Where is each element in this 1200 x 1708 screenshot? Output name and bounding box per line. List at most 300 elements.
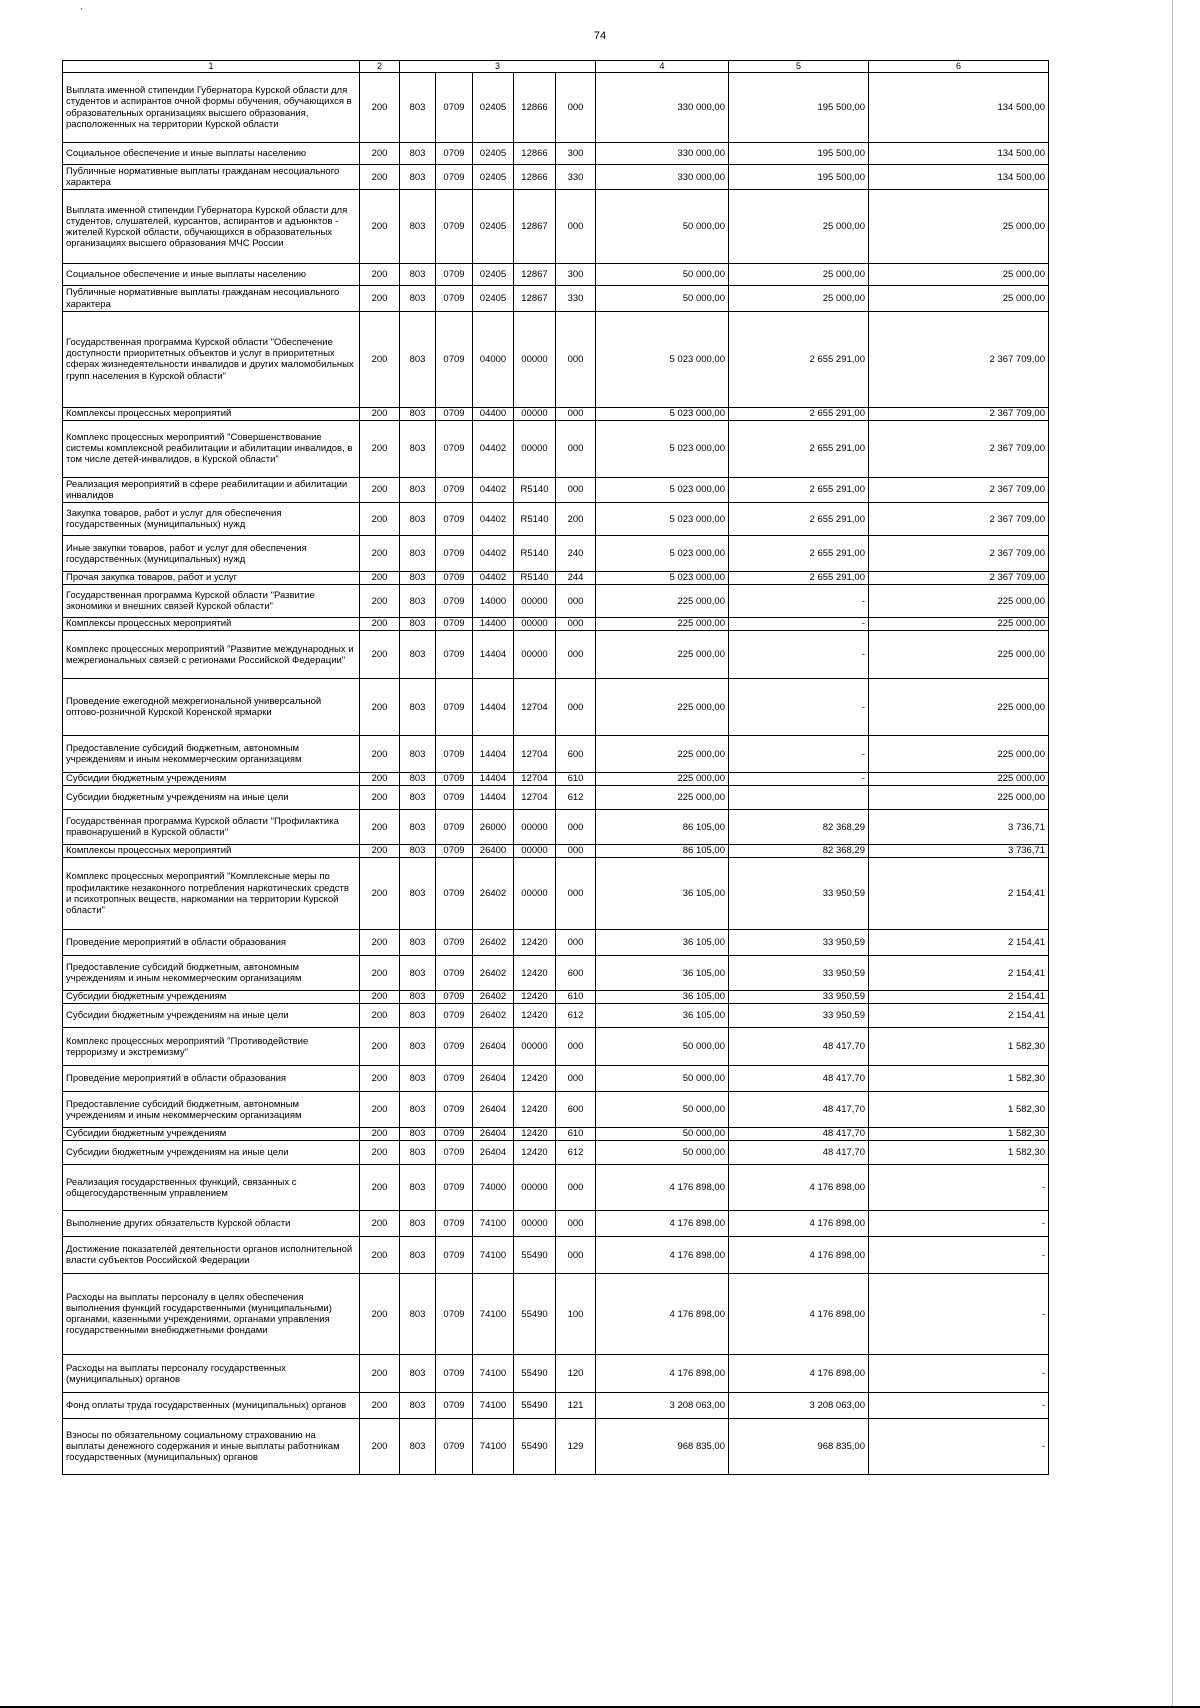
table-row bbox=[63, 477, 1049, 502]
ministry-code: 803 bbox=[400, 503, 436, 536]
expense-type-code: 000 bbox=[556, 311, 596, 407]
program-code: 02405 bbox=[473, 264, 514, 286]
direction-code: 00000 bbox=[514, 618, 556, 631]
expense-type-code: 000 bbox=[556, 1165, 596, 1211]
expense-type-code: 000 bbox=[556, 420, 596, 477]
expense-type-code: 000 bbox=[556, 1211, 596, 1237]
program-code: 04000 bbox=[473, 311, 514, 407]
program-code: 14404 bbox=[473, 786, 514, 810]
remaining-amount: 134 500,00 bbox=[869, 165, 1049, 190]
program-code: 26402 bbox=[473, 930, 514, 956]
planned-amount: 50 000,00 bbox=[596, 286, 729, 311]
row-description: Иные закупки товаров, работ и услуг для обеспечения государственных (муниципальных) нужд bbox=[63, 536, 360, 572]
planned-amount: 50 000,00 bbox=[596, 264, 729, 286]
section-code: 0709 bbox=[436, 1211, 473, 1237]
ministry-code: 803 bbox=[400, 1092, 436, 1128]
ministry-code: 803 bbox=[400, 1393, 436, 1419]
expense-type-code: 330 bbox=[556, 165, 596, 190]
direction-code: 00000 bbox=[514, 631, 556, 679]
planned-amount: 4 176 898,00 bbox=[596, 1211, 729, 1237]
planned-amount: 50 000,00 bbox=[596, 1128, 729, 1141]
header-col-4: 4 bbox=[596, 61, 729, 73]
expense-type-code: 000 bbox=[556, 585, 596, 618]
section-code: 0709 bbox=[436, 165, 473, 190]
direction-code: 00000 bbox=[514, 311, 556, 407]
direction-code: 12866 bbox=[514, 143, 556, 165]
ministry-code: 803 bbox=[400, 1419, 436, 1475]
row-description: Расходы на выплаты персоналу в целях обеспечения выполнения функций государственными (муниципальными) органами, казенными учреждениями, органами управления государственными внебюджетными фондами bbox=[63, 1274, 360, 1355]
table-row bbox=[63, 930, 1049, 956]
row-description: Проведение мероприятий в области образования bbox=[63, 930, 360, 956]
row-description: Государственная программа Курской области "Обеспечение доступности приоритетных объектов и услуг в приоритетных сферах жизнедеятельности инвалидов и других маломобильных групп населения в Курской области" bbox=[63, 311, 360, 407]
expense-type-code: 612 bbox=[556, 786, 596, 810]
planned-amount: 4 176 898,00 bbox=[596, 1165, 729, 1211]
executed-amount: 2 655 291,00 bbox=[729, 311, 869, 407]
remaining-amount: 1 582,30 bbox=[869, 1066, 1049, 1092]
remaining-amount: 2 367 709,00 bbox=[869, 311, 1049, 407]
ministry-code: 803 bbox=[400, 845, 436, 858]
remaining-amount: 225 000,00 bbox=[869, 585, 1049, 618]
ministry-code: 803 bbox=[400, 1237, 436, 1274]
admin-code: 200 bbox=[360, 736, 400, 773]
row-description: Комплекс процессных мероприятий "Противодействие терроризму и экстремизму" bbox=[63, 1028, 360, 1066]
section-code: 0709 bbox=[436, 73, 473, 143]
planned-amount: 225 000,00 bbox=[596, 773, 729, 786]
section-code: 0709 bbox=[436, 1165, 473, 1211]
planned-amount: 4 176 898,00 bbox=[596, 1274, 729, 1355]
remaining-amount: - bbox=[869, 1393, 1049, 1419]
table-row bbox=[63, 536, 1049, 572]
executed-amount: 2 655 291,00 bbox=[729, 407, 869, 420]
admin-code: 200 bbox=[360, 845, 400, 858]
direction-code: 12420 bbox=[514, 930, 556, 956]
section-code: 0709 bbox=[436, 991, 473, 1004]
program-code: 02405 bbox=[473, 165, 514, 190]
direction-code: 00000 bbox=[514, 1165, 556, 1211]
section-code: 0709 bbox=[436, 1128, 473, 1141]
program-code: 74100 bbox=[473, 1211, 514, 1237]
admin-code: 200 bbox=[360, 1355, 400, 1393]
planned-amount: 225 000,00 bbox=[596, 786, 729, 810]
expense-type-code: 000 bbox=[556, 407, 596, 420]
row-description: Государственная программа Курской области "Профилактика правонарушений в Курской области" bbox=[63, 810, 360, 845]
remaining-amount: 1 582,30 bbox=[869, 1092, 1049, 1128]
admin-code: 200 bbox=[360, 930, 400, 956]
ministry-code: 803 bbox=[400, 264, 436, 286]
planned-amount: 50 000,00 bbox=[596, 1141, 729, 1165]
header-col-5: 5 bbox=[729, 61, 869, 73]
direction-code: 12866 bbox=[514, 165, 556, 190]
table-row bbox=[63, 1092, 1049, 1128]
program-code: 14404 bbox=[473, 679, 514, 736]
program-code: 04402 bbox=[473, 503, 514, 536]
planned-amount: 330 000,00 bbox=[596, 73, 729, 143]
program-code: 04402 bbox=[473, 420, 514, 477]
remaining-amount: 225 000,00 bbox=[869, 773, 1049, 786]
ministry-code: 803 bbox=[400, 1004, 436, 1028]
ministry-code: 803 bbox=[400, 1128, 436, 1141]
ministry-code: 803 bbox=[400, 1211, 436, 1237]
table-row bbox=[63, 1066, 1049, 1092]
program-code: 26402 bbox=[473, 1004, 514, 1028]
executed-amount: 4 176 898,00 bbox=[729, 1211, 869, 1237]
planned-amount: 3 208 063,00 bbox=[596, 1393, 729, 1419]
program-code: 26404 bbox=[473, 1128, 514, 1141]
direction-code: R5140 bbox=[514, 477, 556, 502]
executed-amount: 2 655 291,00 bbox=[729, 572, 869, 585]
remaining-amount: - bbox=[869, 1211, 1049, 1237]
ministry-code: 803 bbox=[400, 1165, 436, 1211]
program-code: 26402 bbox=[473, 858, 514, 930]
executed-amount: 4 176 898,00 bbox=[729, 1274, 869, 1355]
section-code: 0709 bbox=[436, 1141, 473, 1165]
program-code: 26000 bbox=[473, 810, 514, 845]
remaining-amount: 225 000,00 bbox=[869, 618, 1049, 631]
section-code: 0709 bbox=[436, 1092, 473, 1128]
section-code: 0709 bbox=[436, 1355, 473, 1393]
expense-type-code: 000 bbox=[556, 618, 596, 631]
row-description: Государственная программа Курской области "Развитие экономики и внешних связей Курской области" bbox=[63, 585, 360, 618]
direction-code: R5140 bbox=[514, 536, 556, 572]
program-code: 26404 bbox=[473, 1141, 514, 1165]
table-row bbox=[63, 407, 1049, 420]
admin-code: 200 bbox=[360, 1419, 400, 1475]
executed-amount: 25 000,00 bbox=[729, 264, 869, 286]
section-code: 0709 bbox=[436, 786, 473, 810]
executed-amount: - bbox=[729, 679, 869, 736]
table-row bbox=[63, 631, 1049, 679]
program-code: 14404 bbox=[473, 631, 514, 679]
table-row bbox=[63, 572, 1049, 585]
row-description: Проведение ежегодной межрегиональной универсальной оптово-розничной Курской Коренской ярмарки bbox=[63, 679, 360, 736]
program-code: 04402 bbox=[473, 536, 514, 572]
admin-code: 200 bbox=[360, 679, 400, 736]
row-description: Предоставление субсидий бюджетным, автономным учреждениям и иным некоммерческим организациям bbox=[63, 956, 360, 991]
admin-code: 200 bbox=[360, 1274, 400, 1355]
planned-amount: 225 000,00 bbox=[596, 631, 729, 679]
section-code: 0709 bbox=[436, 679, 473, 736]
planned-amount: 5 023 000,00 bbox=[596, 477, 729, 502]
row-description: Комплексы процессных мероприятий bbox=[63, 845, 360, 858]
direction-code: 55490 bbox=[514, 1355, 556, 1393]
executed-amount: 2 655 291,00 bbox=[729, 536, 869, 572]
direction-code: 12420 bbox=[514, 1066, 556, 1092]
table-body bbox=[63, 61, 1049, 1475]
program-code: 02405 bbox=[473, 286, 514, 311]
table-row bbox=[63, 1211, 1049, 1237]
remaining-amount: 25 000,00 bbox=[869, 264, 1049, 286]
row-description: Субсидии бюджетным учреждениям bbox=[63, 1128, 360, 1141]
remaining-amount: 134 500,00 bbox=[869, 143, 1049, 165]
program-code: 14400 bbox=[473, 618, 514, 631]
row-description: Выполнение других обязательств Курской области bbox=[63, 1211, 360, 1237]
admin-code: 200 bbox=[360, 631, 400, 679]
table-row bbox=[63, 420, 1049, 477]
program-code: 04400 bbox=[473, 407, 514, 420]
row-description: Субсидии бюджетным учреждениям на иные цели bbox=[63, 1141, 360, 1165]
section-code: 0709 bbox=[436, 585, 473, 618]
row-description: Предоставление субсидий бюджетным, автономным учреждениям и иным некоммерческим организациям bbox=[63, 1092, 360, 1128]
admin-code: 200 bbox=[360, 618, 400, 631]
header-col-6: 6 bbox=[869, 61, 1049, 73]
section-code: 0709 bbox=[436, 536, 473, 572]
direction-code: 12420 bbox=[514, 956, 556, 991]
section-code: 0709 bbox=[436, 773, 473, 786]
program-code: 26400 bbox=[473, 845, 514, 858]
section-code: 0709 bbox=[436, 845, 473, 858]
row-description: Выплата именной стипендии Губернатора Курской области для студентов и аспирантов очной формы обучения, обучающихся в образовательных организациях высшего образования, расположенных на территории Курской области bbox=[63, 73, 360, 143]
section-code: 0709 bbox=[436, 477, 473, 502]
remaining-amount: 2 154,41 bbox=[869, 930, 1049, 956]
ministry-code: 803 bbox=[400, 1274, 436, 1355]
expense-type-code: 330 bbox=[556, 286, 596, 311]
admin-code: 200 bbox=[360, 1004, 400, 1028]
expense-type-code: 610 bbox=[556, 1128, 596, 1141]
remaining-amount: 1 582,30 bbox=[869, 1028, 1049, 1066]
ministry-code: 803 bbox=[400, 1141, 436, 1165]
executed-amount: 48 417,70 bbox=[729, 1128, 869, 1141]
table-row bbox=[63, 991, 1049, 1004]
executed-amount: 33 950,59 bbox=[729, 991, 869, 1004]
expense-type-code: 100 bbox=[556, 1274, 596, 1355]
remaining-amount: 2 154,41 bbox=[869, 1004, 1049, 1028]
remaining-amount: 2 367 709,00 bbox=[869, 477, 1049, 502]
planned-amount: 5 023 000,00 bbox=[596, 420, 729, 477]
budget-table-container bbox=[62, 60, 1048, 1475]
direction-code: 12867 bbox=[514, 286, 556, 311]
row-description: Публичные нормативные выплаты гражданам несоциального характера bbox=[63, 165, 360, 190]
table-row bbox=[63, 165, 1049, 190]
row-description: Комплекс процессных мероприятий "Совершенствование системы комплексной реабилитации и абилитации инвалидов, в том числе детей-инвалидов, в Курской области" bbox=[63, 420, 360, 477]
header-col-3: 3 bbox=[400, 61, 596, 73]
direction-code: 00000 bbox=[514, 585, 556, 618]
expense-type-code: 244 bbox=[556, 572, 596, 585]
table-row bbox=[63, 1274, 1049, 1355]
executed-amount: 195 500,00 bbox=[729, 73, 869, 143]
table-row bbox=[63, 736, 1049, 773]
executed-amount: 968 835,00 bbox=[729, 1419, 869, 1475]
scan-mark: ˙ bbox=[80, 6, 84, 20]
direction-code: 55490 bbox=[514, 1274, 556, 1355]
row-description: Фонд оплаты труда государственных (муниципальных) органов bbox=[63, 1393, 360, 1419]
expense-type-code: 200 bbox=[556, 503, 596, 536]
section-code: 0709 bbox=[436, 264, 473, 286]
executed-amount: 82 368,29 bbox=[729, 845, 869, 858]
table-row bbox=[63, 1355, 1049, 1393]
executed-amount: 33 950,59 bbox=[729, 1004, 869, 1028]
expense-type-code: 000 bbox=[556, 477, 596, 502]
row-description: Комплекс процессных мероприятий "Развитие международных и межрегиональных связей с регионами Российской Федерации" bbox=[63, 631, 360, 679]
direction-code: 12420 bbox=[514, 1004, 556, 1028]
admin-code: 200 bbox=[360, 1128, 400, 1141]
remaining-amount: 2 154,41 bbox=[869, 858, 1049, 930]
table-row bbox=[63, 1393, 1049, 1419]
expense-type-code: 000 bbox=[556, 810, 596, 845]
planned-amount: 36 105,00 bbox=[596, 930, 729, 956]
row-description: Субсидии бюджетным учреждениям bbox=[63, 991, 360, 1004]
ministry-code: 803 bbox=[400, 585, 436, 618]
section-code: 0709 bbox=[436, 810, 473, 845]
row-description: Субсидии бюджетным учреждениям на иные цели bbox=[63, 786, 360, 810]
program-code: 26402 bbox=[473, 991, 514, 1004]
direction-code: R5140 bbox=[514, 503, 556, 536]
executed-amount bbox=[729, 786, 869, 810]
executed-amount: 2 655 291,00 bbox=[729, 503, 869, 536]
planned-amount: 50 000,00 bbox=[596, 190, 729, 264]
section-code: 0709 bbox=[436, 956, 473, 991]
table-row bbox=[63, 810, 1049, 845]
executed-amount: 2 655 291,00 bbox=[729, 477, 869, 502]
section-code: 0709 bbox=[436, 1004, 473, 1028]
expense-type-code: 000 bbox=[556, 1066, 596, 1092]
ministry-code: 803 bbox=[400, 810, 436, 845]
section-code: 0709 bbox=[436, 858, 473, 930]
admin-code: 200 bbox=[360, 143, 400, 165]
row-description: Социальное обеспечение и иные выплаты населению bbox=[63, 143, 360, 165]
ministry-code: 803 bbox=[400, 679, 436, 736]
table-row bbox=[63, 1128, 1049, 1141]
section-code: 0709 bbox=[436, 311, 473, 407]
admin-code: 200 bbox=[360, 73, 400, 143]
planned-amount: 5 023 000,00 bbox=[596, 572, 729, 585]
program-code: 04402 bbox=[473, 572, 514, 585]
executed-amount: 25 000,00 bbox=[729, 190, 869, 264]
executed-amount: 3 208 063,00 bbox=[729, 1393, 869, 1419]
table-row bbox=[63, 311, 1049, 407]
section-code: 0709 bbox=[436, 1028, 473, 1066]
planned-amount: 5 023 000,00 bbox=[596, 311, 729, 407]
table-row bbox=[63, 845, 1049, 858]
remaining-amount: 25 000,00 bbox=[869, 286, 1049, 311]
executed-amount: 4 176 898,00 bbox=[729, 1237, 869, 1274]
remaining-amount: 2 154,41 bbox=[869, 991, 1049, 1004]
remaining-amount: 2 154,41 bbox=[869, 956, 1049, 991]
expense-type-code: 000 bbox=[556, 679, 596, 736]
expense-type-code: 000 bbox=[556, 1237, 596, 1274]
row-description: Проведение мероприятий в области образования bbox=[63, 1066, 360, 1092]
table-row bbox=[63, 773, 1049, 786]
admin-code: 200 bbox=[360, 585, 400, 618]
ministry-code: 803 bbox=[400, 786, 436, 810]
expense-type-code: 300 bbox=[556, 264, 596, 286]
row-description: Взносы по обязательному социальному страхованию на выплаты денежного содержания и иные выплаты работникам государственных (муниципальных) органов bbox=[63, 1419, 360, 1475]
ministry-code: 803 bbox=[400, 631, 436, 679]
program-code: 02405 bbox=[473, 73, 514, 143]
row-description: Субсидии бюджетным учреждениям bbox=[63, 773, 360, 786]
executed-amount: - bbox=[729, 618, 869, 631]
planned-amount: 5 023 000,00 bbox=[596, 407, 729, 420]
admin-code: 200 bbox=[360, 311, 400, 407]
program-code: 26402 bbox=[473, 956, 514, 991]
table-row bbox=[63, 858, 1049, 930]
executed-amount: - bbox=[729, 736, 869, 773]
page-number: 74 bbox=[593, 30, 607, 42]
table-row bbox=[63, 1419, 1049, 1475]
planned-amount: 4 176 898,00 bbox=[596, 1237, 729, 1274]
planned-amount: 225 000,00 bbox=[596, 679, 729, 736]
header-col-2: 2 bbox=[360, 61, 400, 73]
admin-code: 200 bbox=[360, 572, 400, 585]
table-row bbox=[63, 190, 1049, 264]
direction-code: 00000 bbox=[514, 858, 556, 930]
program-code: 02405 bbox=[473, 190, 514, 264]
section-code: 0709 bbox=[436, 1274, 473, 1355]
remaining-amount: - bbox=[869, 1237, 1049, 1274]
remaining-amount: 2 367 709,00 bbox=[869, 420, 1049, 477]
program-code: 74000 bbox=[473, 1165, 514, 1211]
expense-type-code: 240 bbox=[556, 536, 596, 572]
executed-amount: 48 417,70 bbox=[729, 1141, 869, 1165]
budget-table bbox=[62, 60, 1049, 1475]
admin-code: 200 bbox=[360, 810, 400, 845]
direction-code: 00000 bbox=[514, 1211, 556, 1237]
ministry-code: 803 bbox=[400, 618, 436, 631]
admin-code: 200 bbox=[360, 773, 400, 786]
direction-code: 12704 bbox=[514, 773, 556, 786]
expense-type-code: 000 bbox=[556, 190, 596, 264]
expense-type-code: 612 bbox=[556, 1141, 596, 1165]
direction-code: 12420 bbox=[514, 1092, 556, 1128]
admin-code: 200 bbox=[360, 1237, 400, 1274]
executed-amount: 33 950,59 bbox=[729, 930, 869, 956]
row-description: Достижение показателей деятельности органов исполнительной власти субъектов Российской Федерации bbox=[63, 1237, 360, 1274]
admin-code: 200 bbox=[360, 1028, 400, 1066]
row-description: Реализация государственных функций, связанных с общегосударственным управлением bbox=[63, 1165, 360, 1211]
remaining-amount: 2 367 709,00 bbox=[869, 503, 1049, 536]
admin-code: 200 bbox=[360, 407, 400, 420]
table-row bbox=[63, 503, 1049, 536]
remaining-amount: 225 000,00 bbox=[869, 736, 1049, 773]
header-col-1: 1 bbox=[63, 61, 360, 73]
planned-amount: 36 105,00 bbox=[596, 956, 729, 991]
direction-code: 12704 bbox=[514, 736, 556, 773]
section-code: 0709 bbox=[436, 618, 473, 631]
admin-code: 200 bbox=[360, 190, 400, 264]
ministry-code: 803 bbox=[400, 1355, 436, 1393]
section-code: 0709 bbox=[436, 286, 473, 311]
table-row bbox=[63, 1237, 1049, 1274]
remaining-amount: 134 500,00 bbox=[869, 73, 1049, 143]
admin-code: 200 bbox=[360, 1165, 400, 1211]
ministry-code: 803 bbox=[400, 165, 436, 190]
executed-amount: 195 500,00 bbox=[729, 165, 869, 190]
direction-code: 00000 bbox=[514, 810, 556, 845]
executed-amount: 48 417,70 bbox=[729, 1028, 869, 1066]
ministry-code: 803 bbox=[400, 1028, 436, 1066]
admin-code: 200 bbox=[360, 264, 400, 286]
executed-amount: 4 176 898,00 bbox=[729, 1355, 869, 1393]
remaining-amount: 3 736,71 bbox=[869, 845, 1049, 858]
program-code: 26404 bbox=[473, 1028, 514, 1066]
program-code: 74100 bbox=[473, 1393, 514, 1419]
remaining-amount: - bbox=[869, 1355, 1049, 1393]
row-description: Закупка товаров, работ и услуг для обеспечения государственных (муниципальных) нужд bbox=[63, 503, 360, 536]
scan-edge-line bbox=[1172, 0, 1173, 1708]
ministry-code: 803 bbox=[400, 773, 436, 786]
ministry-code: 803 bbox=[400, 930, 436, 956]
planned-amount: 5 023 000,00 bbox=[596, 536, 729, 572]
planned-amount: 225 000,00 bbox=[596, 736, 729, 773]
planned-amount: 330 000,00 bbox=[596, 143, 729, 165]
section-code: 0709 bbox=[436, 1066, 473, 1092]
program-code: 26404 bbox=[473, 1066, 514, 1092]
ministry-code: 803 bbox=[400, 1066, 436, 1092]
remaining-amount: - bbox=[869, 1165, 1049, 1211]
planned-amount: 86 105,00 bbox=[596, 810, 729, 845]
row-description: Комплексы процессных мероприятий bbox=[63, 407, 360, 420]
admin-code: 200 bbox=[360, 420, 400, 477]
remaining-amount: 3 736,71 bbox=[869, 810, 1049, 845]
